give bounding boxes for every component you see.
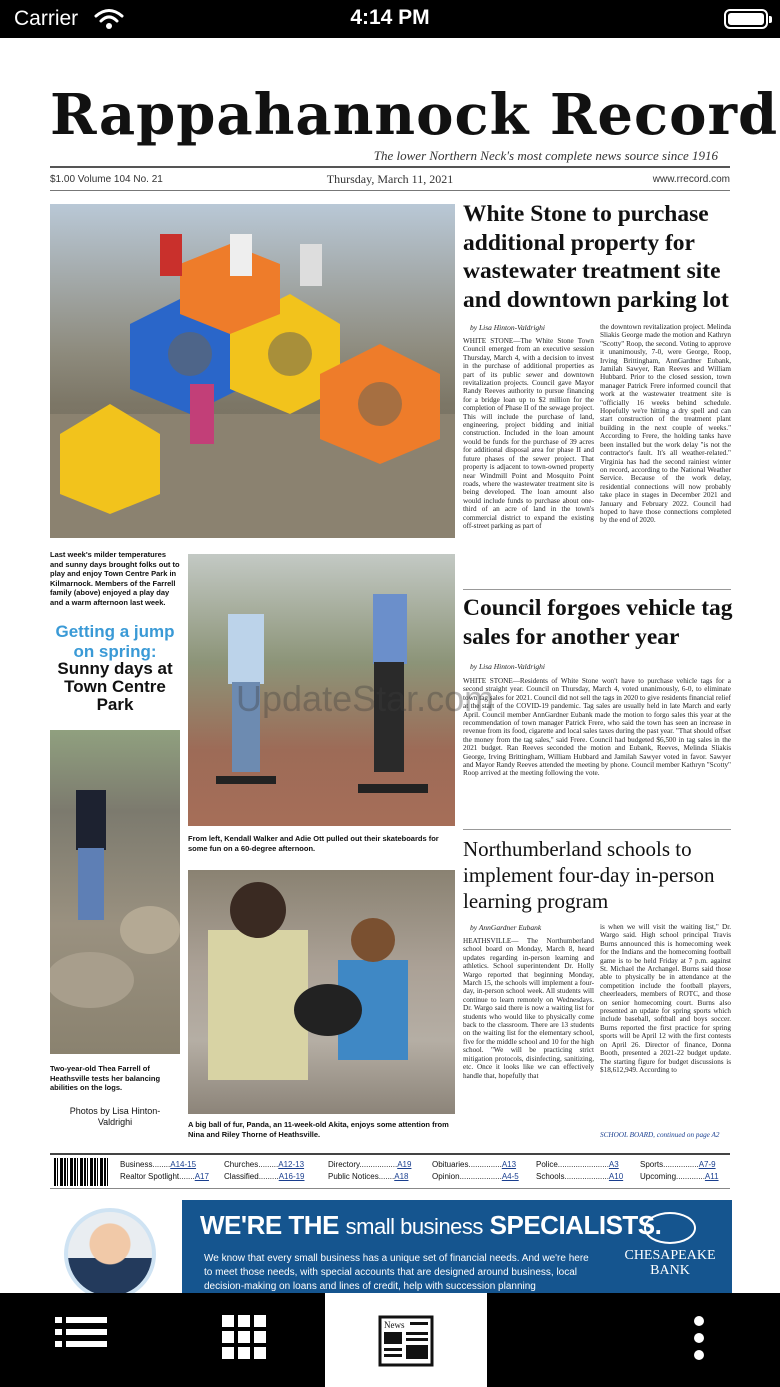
index-entry[interactable]: Sports................A7-9 [640, 1160, 716, 1169]
story3-byline: by AnnGardner Eubank [470, 923, 542, 932]
dog-photo [188, 870, 455, 1114]
tagline: The lower Northern Neck's most complete news source since 1916 [373, 148, 718, 163]
section-index [50, 1153, 730, 1189]
index-col-5 [536, 1159, 623, 1183]
more-vertical-icon [693, 1315, 705, 1361]
playground-photo [50, 204, 455, 538]
masthead-rule [50, 166, 730, 168]
story1-byline: by Lisa Hinton-Valdrighi [470, 323, 546, 332]
photo-caption-logs: Two-year-old Thea Farrell of Heathsville tests her balancing abilities on the logs. [50, 1064, 161, 1092]
ad-headline: WE'RE THE small business SPECIALISTS. [200, 1210, 662, 1240]
story-divider [463, 829, 731, 830]
dateline [50, 172, 730, 188]
ad-avatar [64, 1208, 156, 1293]
svg-text:News: News [384, 1320, 405, 1330]
tab-list[interactable] [0, 1293, 162, 1387]
masthead: Rappahannock Record [50, 82, 779, 148]
photo-caption-top: Last week's milder temperatures and sunny days brought folks out to play and enjoy Town Centre Park in Kilmarnock. Members of the Farrell family (above) enjoyed a play day and a warm afternoon last week. [50, 550, 180, 607]
watermark: UpdateStar.com [236, 678, 495, 718]
index-col-3 [328, 1159, 411, 1183]
kicker-line1: Getting a jump on spring: [55, 622, 175, 661]
story2-body: WHITE STONE—Residents of White Stone won't have to purchase vehicle tags for a second straight year. Council on Thursday, March 4, voted unanimously, 6-0, to eliminate town tag sales for 2021. Council did not sell the tags in 2020 to give residents financial relief at the start of the COVID-19 pandemic. Tag sales are usually held in late March and early April. Council member AnnGardner Eubank made the motion to forgo sales this year at the recommendation of town manager Patrick Frere, who said the town has seen an increase in revenue from its food, cigarette and local sales taxes during the past year. "That should offset the money from the tag sales," said Frere. Council had budgeted $6,500 in tag sales in the 2021 budget. Ran Reeves seconded the motion and Eubank, Reeves, Melinda Sliakis George, Irving Brittingham, William Hubbard and Jamilah Sawyer voted in favor. Sawyer and Mayor Randy Reeves attended the meeting by phone. Council member Kathryn "Scotty" Roop arrived at the meeting following the vote. [463, 677, 731, 778]
clock: 4:14 PM [350, 6, 430, 29]
index-col-2 [224, 1159, 305, 1183]
battery-icon [724, 9, 768, 29]
ad-banner[interactable] [182, 1200, 732, 1293]
bank-emblem-icon [644, 1212, 696, 1244]
barcode [54, 1158, 110, 1186]
grid-icon [222, 1315, 266, 1359]
list-icon [55, 1315, 107, 1349]
story1-col2: the downtown revitalization project. Melinda Sliakis George made the motion and Kathryn "Scotty" Roop, the second. Voting to approve it unanimously, 7-0, were George, Roop, Irving Brittingham, AnnGardner Eubank, Jamilah Sawyer, Ran Reeves and William Hubbard. Prior to the closed session, town manager Patrick Frere informed council that work at the wastewater treatment site is "officially 16 weeks behind schedule. Hopefully we're hitting a dry spell and can start construction of the treatment plant building in the next couple of weeks." According to Frere, the holding tanks have been installed but the work delay "is not the contractor's fault. It's all weather-related." Virginia has had the second rainiest winter on record, according to the National Weather Service. Because of the work delay, residential connections will now probably take place in stages in December 2021 and January and February 2022. Council had hoped to have those connections completed by the end of 2020. [600, 323, 731, 525]
story1-headline[interactable]: White Stone to purchase additional property for wastewater treatment site and downtown parking lot [463, 201, 729, 313]
index-entry[interactable]: Classified.........A16-19 [224, 1172, 305, 1181]
story2-byline: by Lisa Hinton-Valdrighi [470, 662, 546, 671]
index-col-1 [120, 1159, 209, 1183]
photo-caption-skate: From left, Kendall Walker and Adie Ott pulled out their skateboards for some fun on a 60-degree afternoon. [188, 834, 439, 853]
dateline-rule [50, 190, 730, 191]
tab-more[interactable] [618, 1293, 780, 1387]
price-volume: $1.00 Volume 104 No. 21 [50, 174, 163, 185]
story3-headline[interactable]: Northumberland schools to implement four-day in-person learning program [463, 837, 715, 913]
photo-caption-dog: A big ball of fur, Panda, an 11-week-old Akita, enjoys some attention from Nina and Riley Thorne of Heathsville. [188, 1120, 449, 1139]
tab-grid[interactable] [163, 1293, 325, 1387]
index-entry[interactable]: Churches.........A12-13 [224, 1160, 305, 1169]
index-entry[interactable]: Directory.................A19 [328, 1160, 412, 1169]
index-entry[interactable]: Opinion...................A4-5 [432, 1172, 519, 1181]
index-col-6 [640, 1159, 719, 1183]
index-entry[interactable]: Schools....................A10 [536, 1172, 624, 1181]
tab-news[interactable] [325, 1293, 487, 1387]
carrier-label: Carrier [14, 7, 79, 30]
issue-date: Thursday, March 11, 2021 [326, 172, 454, 186]
story3-col2: is when we will visit the waiting list," Dr. Wargo said. High school principal Travis Burns announced this is homecoming week for the Indians and the homecoming football game is to be held Friday at 7 p.m. against St. Michael the Archangel. Burns said those able to physically be in attendance at the competition include the football players, cheerleaders, members of ROTC, and those on senior homecoming court. Burns also presented an update for spring sports which include baseball, softball and boys soccer. Burns reported the first practice for spring sports will be April 12 with the first contests on April 26. Director of finance, Donna Booth, presented a 2021-22 budget update. The starting figure for budget discussions is $18,612,949. According to [600, 923, 731, 1074]
status-bar [0, 0, 780, 38]
index-entry[interactable]: Realtor Spotlight.......A17 [120, 1172, 209, 1181]
story1-col1: WHITE STONE—The White Stone Town Council emerged from an executive session Thursday, March 4, with a decision to invest in the purchase of additional properties as part of its public sewer and downtown revitalization projects. Council gave Mayor Randy Reeves authority to pursue financing for a bridge loan up to $2 million for the completion of Phase II of the sewage project. This will include the purchase of land, engineering, project bidding and initial construction. Included in the loan amount would be funds for the purchase of 39 acres for additional disposal area for phase II and future phases of the sewer project. That property is adjacent to town-owned property near Windmill Point and Mosquito Point roads, where the wastewater treatment site is being developed. The loan amount also would include funds to purchase about one-third of an acre of land in the town's commercial district to expand the existing off-street parking as part of [463, 337, 594, 530]
story2-headline[interactable]: Council forgoes vehicle tag sales for another year [463, 595, 733, 650]
index-entry[interactable]: Upcoming.............A11 [640, 1172, 719, 1181]
tab-bar [0, 1293, 780, 1387]
story-divider [463, 589, 731, 590]
photo-credit: Photos by Lisa Hinton-Valdrighi [69, 1106, 161, 1127]
kicker-line2: Sunny days at Town Centre Park [57, 659, 173, 714]
index-entry[interactable]: Public Notices.......A18 [328, 1172, 409, 1181]
story3-continued[interactable]: SCHOOL BOARD, continued on page A2 [600, 1131, 720, 1139]
ad-body: We know that every small business has a unique set of financial needs. And we're here to meet those needs, with special accounts that are designed around business, local decision-making on loans and lines of credit, help with succession planning [204, 1253, 589, 1292]
logs-photo [50, 730, 180, 1054]
news-icon [378, 1315, 434, 1367]
index-entry[interactable]: Police.......................A3 [536, 1160, 619, 1169]
story3-col1: HEATHSVILLE— The Northumberland school board on Monday, March 8, heard updates regarding in-person learning and athletics. School superintendent Dr. Holly Wargo reported that beginning Monday, March 15, the schools will implement a four-day, in-person school week. All students will continue to learn remotely on Wednesdays. Dr. Wargo said there is now a waiting list for students who would like to physically come back to the classroom. There are 13 students on the waiting list for the elementary school, five for the middle school and 10 for the high school. "We will be practicing strict mitigation protocols, disinfecting, sanitizing, etc. Once it looks like we can effectively handle that, hopefully that [463, 937, 594, 1080]
index-entry[interactable]: Obituaries...............A13 [432, 1160, 517, 1169]
bank-logo: CHESAPEAKE BANK [622, 1212, 718, 1278]
index-col-4 [432, 1159, 519, 1183]
website: www.rrecord.com [652, 174, 730, 185]
newspaper-page[interactable] [0, 38, 780, 1293]
index-entry[interactable]: Business........A14-15 [120, 1160, 197, 1169]
